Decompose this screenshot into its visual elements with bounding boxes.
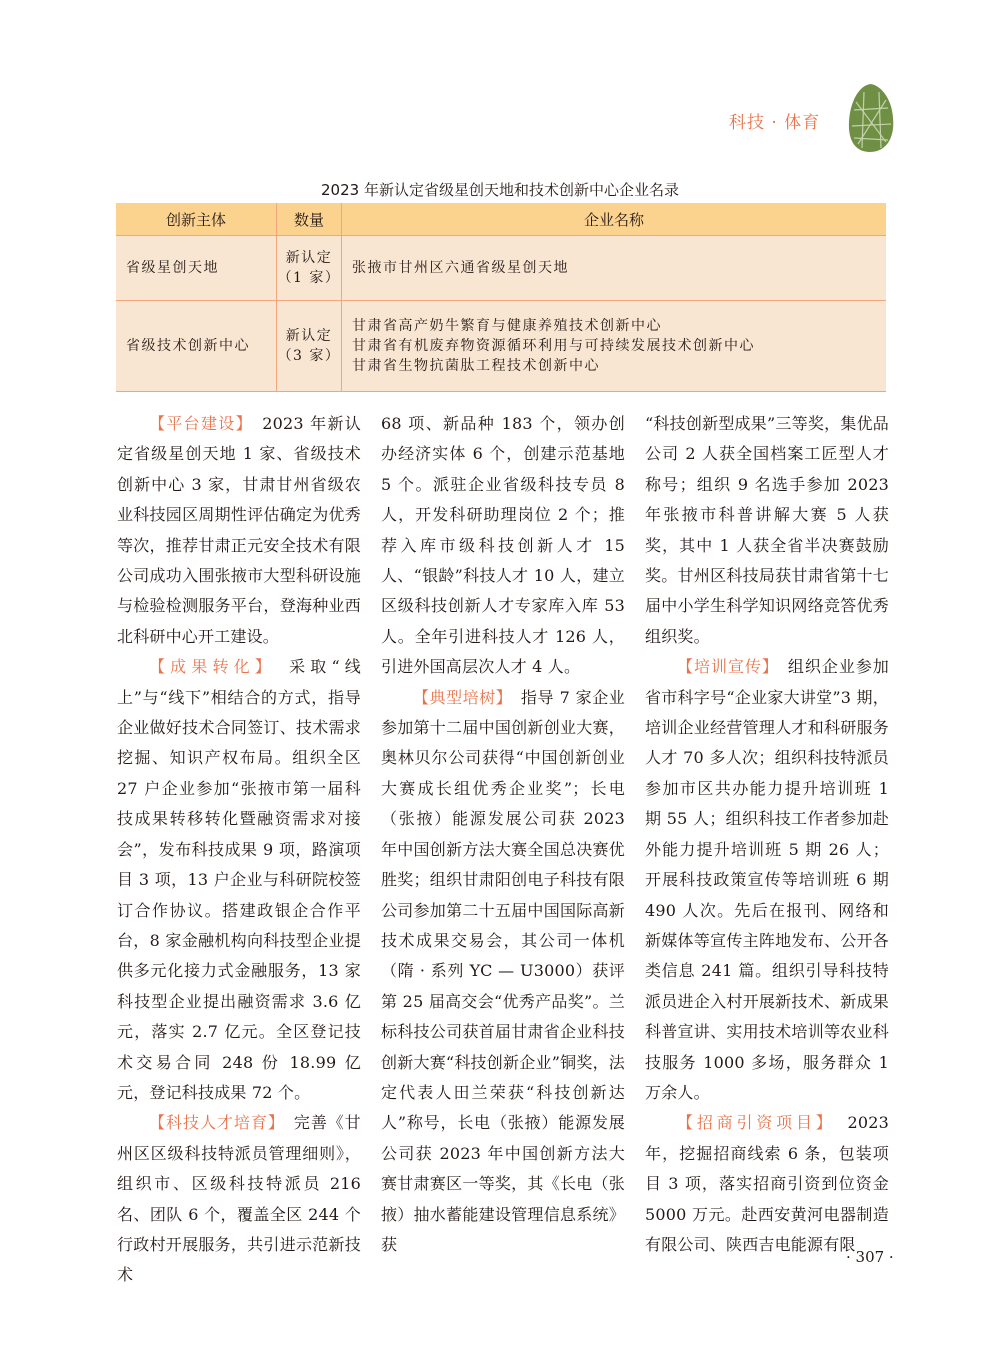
text-column-2 (381, 409, 625, 1260)
section-heading: 【典型培树】 (413, 687, 505, 707)
paragraph-text: 组织企业参加省市科字号“企业家大讲堂”3 期，培训企业经营管理人才和科研服务人才 70 多人次；组织科技特派员参加市区共办能力提升培训班 1 期 55 人；组织科技工作者参加赴外能力提升培训班 5 期 26 人；开展科技政策宣传等培训班 6 期 490 人次。先后在报刊、网络和新媒体等宣传主阵地发布、公开各类信息 241 篇。组织引导科技特派员进企入村开展新技术、新成果科普宣讲、实用技术培训等农业科技服务 1000 多场，服务群众 1 万余人。 (645, 657, 890, 1102)
cell-subject: 省级星创天地 (116, 236, 277, 301)
paragraph-training-publicity (645, 652, 889, 1108)
quantity-count: （3 家） (277, 348, 341, 364)
section-heading: 【成果转化】 (149, 657, 268, 677)
paragraph-text: 2023 年，挖掘招商线索 6 条，包装项目 3 项，落实招商引资到位资金 5000 万元。赴西安黄河电器制造有限公司、陕西吉电能源有限 (645, 1113, 889, 1254)
running-head-section: 科技 · 体育 (729, 113, 821, 133)
company-name: 甘肃省生物抗菌肽工程技术创新中心 (352, 358, 600, 374)
column-header-subject: 创新主体 (116, 203, 277, 236)
innovation-roster-table (116, 203, 886, 392)
table-row (116, 301, 886, 392)
section-heading: 【培训宣传】 (677, 657, 771, 677)
paragraph-text: 2023 年新认定省级星创天地 1 家、省级技术创新中心 3 家，甘肃甘州省级农业科技园区周期性评估确定为优秀等次，推荐甘肃正元安全技术有限公司成功入围张掖市大型科研设施与检验检测服务平台，登海种业西北科研中心开工建设。 (117, 414, 362, 646)
green-seal-icon (846, 82, 896, 154)
cell-subject: 省级技术创新中心 (116, 301, 277, 392)
paragraph-text: 68 项、新品种 183 个，领办创办经济实体 6 个，创建示范基地 5 个。派驻企业省级科技专员 8 人，开发科研助理岗位 2 个；推荐入库市级科技创新人才 15 人、“银龄”科技人才 10 人，建立区级科技创新人才专家库入库 53 人。全年引进科技人才 126 人，引进外国高层次人才 4 人。 (381, 414, 625, 677)
cell-company-names (342, 301, 887, 392)
paragraph-talent-cultivation-continued (381, 409, 625, 683)
section-heading: 【招商引资项目】 (677, 1113, 828, 1133)
paragraph-achievement-transfer (117, 652, 361, 1108)
paragraph-talent-cultivation (117, 1108, 361, 1290)
company-name: 张掖市甘州区六通省级星创天地 (352, 260, 569, 276)
table-header-row (116, 203, 886, 236)
paragraph-text: 完善《甘州区区级科技特派员管理细则》，组织市、区级科技特派员 216 名、团队 6 个，覆盖全区 244 个行政村开展服务，共引进示范新技术 (117, 1113, 361, 1285)
cell-quantity (277, 236, 342, 301)
company-name: 甘肃省有机废弃物资源循环利用与可持续发展技术创新中心 (352, 338, 755, 354)
page-number: · 307 · (846, 1248, 894, 1266)
paragraph-text: 采取“线上”与“线下”相结合的方式，指导企业做好技术合同签订、技术需求挖掘、知识产权布局。组织全区 27 户企业参加“张掖市第一届科技成果转移转化暨融资需求对接会”，发布科技成果 9 项，路演项目 3 项，13 户企业与科研院校签订合作协议。搭建政银企合作平台，8 家金融机构向科技型企业提供多元化接力式金融服务，13 家科技型企业提出融资需求 3.6 亿元，落实 2.7 亿元。全区登记技术交易合同 248 份 18.99 亿元，登记科技成果 72 个。 (117, 657, 361, 1102)
quantity-label: 新认定 (285, 250, 333, 266)
text-column-1 (117, 409, 361, 1291)
column-header-company-name: 企业名称 (342, 203, 887, 236)
quantity-count: （1 家） (277, 270, 341, 286)
paragraph-text: “科技创新型成果”三等奖，集优品公司 2 人获全国档案工匠型人才称号；组织 9 名选手参加 2023 年张掖市科普讲解大赛 5 人获奖，其中 1 人获全省半决赛鼓励奖。甘州区科技局获甘肃省第十七届中小学生科学知识网络竞答优秀组织奖。 (645, 414, 889, 646)
paragraph-platform-construction (117, 409, 361, 652)
text-column-3 (645, 409, 889, 1260)
paragraph-text: 指导 7 家企业参加第十二届中国创新创业大赛，奥林贝尔公司获得“中国创新创业大赛成长组优秀企业奖”；长电（张掖）能源发展公司获 2023 年中国创新方法大赛全国总决赛优胜奖；组织甘肃阳创电子科技有限公司参加第二十五届中国国际高新技术成果交易会，其公司一体机（隋 · 系列 YC — U3000）获评第 25 届高交会“优秀产品奖”。兰标科技公司获首届甘肃省企业科技创新大赛“科技创新企业”铜奖，法定代表人田兰荣获“科技创新达人”称号，长电（张掖）能源发展公司获 2023 年中国创新方法大赛甘肃赛区一等奖，其《长电（张掖）抽水蓄能建设管理信息系统》获 (381, 687, 625, 1254)
cell-quantity (277, 301, 342, 392)
table-row (116, 236, 886, 301)
paragraph-model-cultivation-continued (645, 409, 889, 652)
paragraph-investment-projects (645, 1108, 889, 1260)
cell-company-names (342, 236, 887, 301)
table-caption: 2023 年新认定省级星创天地和技术创新中心企业名录 (321, 181, 679, 199)
company-name: 甘肃省高产奶牛繁育与健康养殖技术创新中心 (352, 318, 662, 334)
section-heading: 【科技人才培育】 (149, 1113, 277, 1133)
paragraph-model-cultivation (381, 683, 625, 1261)
quantity-label: 新认定 (285, 328, 333, 344)
section-heading: 【平台建设】 (149, 414, 245, 433)
column-header-quantity: 数量 (277, 203, 342, 236)
